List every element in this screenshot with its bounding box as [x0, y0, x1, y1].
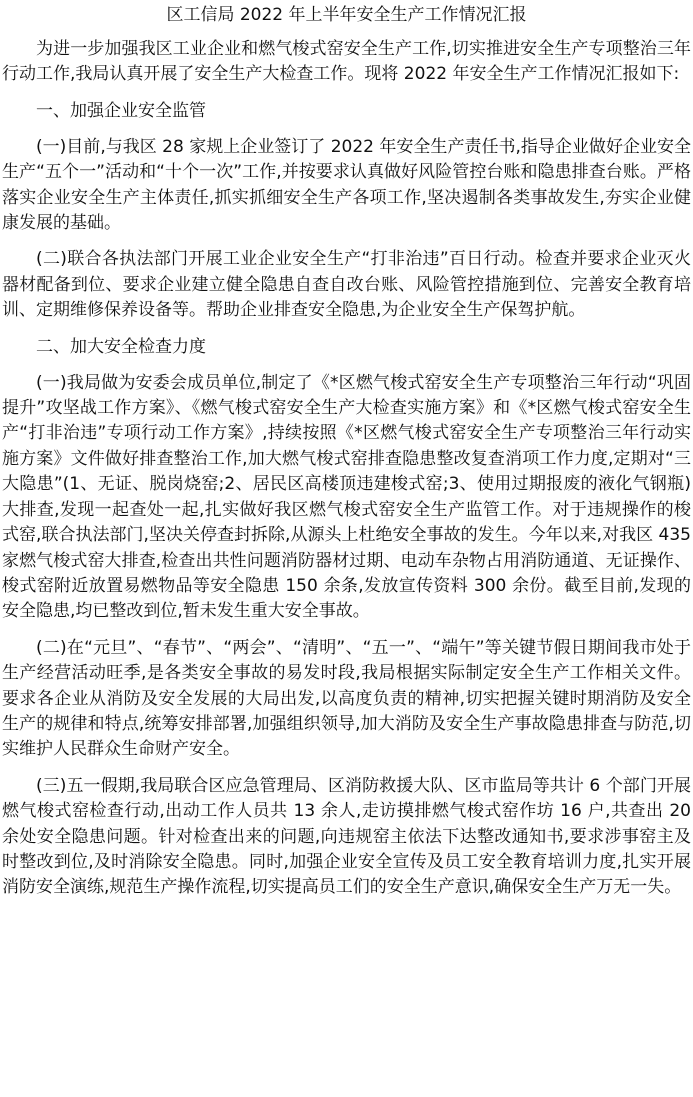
- intro-paragraph: 为进一步加强我区工业企业和燃气梭式窑安全生产工作,切实推进安全生产专项整治三年行动工作,我局认真开展了安全生产大检查工作。现将 2022 年安全生产工作情况汇报如下:: [2, 39, 691, 85]
- section-2-paragraph-1: (一)我局做为安委会成员单位,制定了《*区燃气梭式窑安全生产专项整治三年行动“巩固提升”攻坚战工作方案》、《燃气梭式窑安全生产大检查实施方案》和《*区燃气梭式窑安全生产“打非治违”专项行动工作方案》,持续按照《*区燃气梭式窑安全生产专项整治三年行动实施方案》文件做好排查整治工作,加大燃气梭式窑排查隐患整改复查消项工作力度,定期对“三大隐患”(1、无证、脱岗烧窑;2、居民区高楼顶违建梭式窑;3、使用过期报废的液化气钢瓶)大排查,发现一起查处一起,扎实做好我区燃气梭式窑安全生产监管工作。对于违规操作的梭式窑,联合执法部门,坚决关停查封拆除,从源头上杜绝安全事故的发生。今年以来,对我区 435 家燃气梭式窑大排查,检查出共性问题消防器材过期、电动车杂物占用消防通道、无证操作、梭式窑附近放置易燃物品等安全隐患 150 余条,发放宣传资料 300 余份。截至目前,发现的安全隐患,均已整改到位,暂未发生重大安全事故。: [2, 372, 691, 622]
- section-2-heading: 二、加大安全检查力度: [36, 336, 206, 357]
- section-2-paragraph-3: (三)五一假期,我局联合区应急管理局、区消防救援大队、区市监局等共计 6 个部门开展燃气梭式窑检查行动,出动工作人员共 13 余人,走访摸排燃气梭式窑作坊 16 户,共查出 20 余处安全隐患问题。针对检查出来的问题,向违规窑主依法下达整改通知书,要求涉事窑主及时整改到位,及时消除安全隐患。同时,加强企业安全宣传及员工安全教育培训力度,扎实开展消防安全演练,规范生产操作流程,切实提高员工们的安全生产意识,确保安全生产万无一失。: [2, 775, 691, 898]
- section-1-paragraph-2: (二)联合各执法部门开展工业企业安全生产“打非治违”百日行动。检查并要求企业灭火器材配备到位、要求企业建立健全隐患自查自改台账、风险管控措施到位、完善安全教育培训、定期维修保养设备等。帮助企业排查安全隐患,为企业安全生产保驾护航。: [2, 249, 691, 321]
- section-2-paragraph-2: (二)在“元旦”、“春节”、“两会”、“清明”、“五一”、“端午”等关键节假日期间我市处于生产经营活动旺季,是各类安全事故的易发时段,我局根据实际制定安全生产工作相关文件。要求各企业从消防及安全发展的大局出发,以高度负责的精神,切实把握关键时期消防及安全生产的规律和特点,统筹安排部署,加强组织领导,加大消防及安全生产事故隐患排查与防范,切实维护人民群众生命财产安全。: [2, 637, 691, 760]
- document-title: 区工信局 2022 年上半年安全生产工作情况汇报: [166, 5, 527, 25]
- section-1-paragraph-1: (一)目前,与我区 28 家规上企业签订了 2022 年安全生产责任书,指导企业做好企业安全生产“五个一”活动和“十个一次”工作,并按要求认真做好风险管控台账和隐患排查台账。严格落实企业安全生产主体责任,抓实抓细安全生产各项工作,坚决遏制各类事故发生,夯实企业健康发展的基础。: [2, 136, 691, 234]
- section-1-heading: 一、加强企业安全监管: [36, 100, 206, 121]
